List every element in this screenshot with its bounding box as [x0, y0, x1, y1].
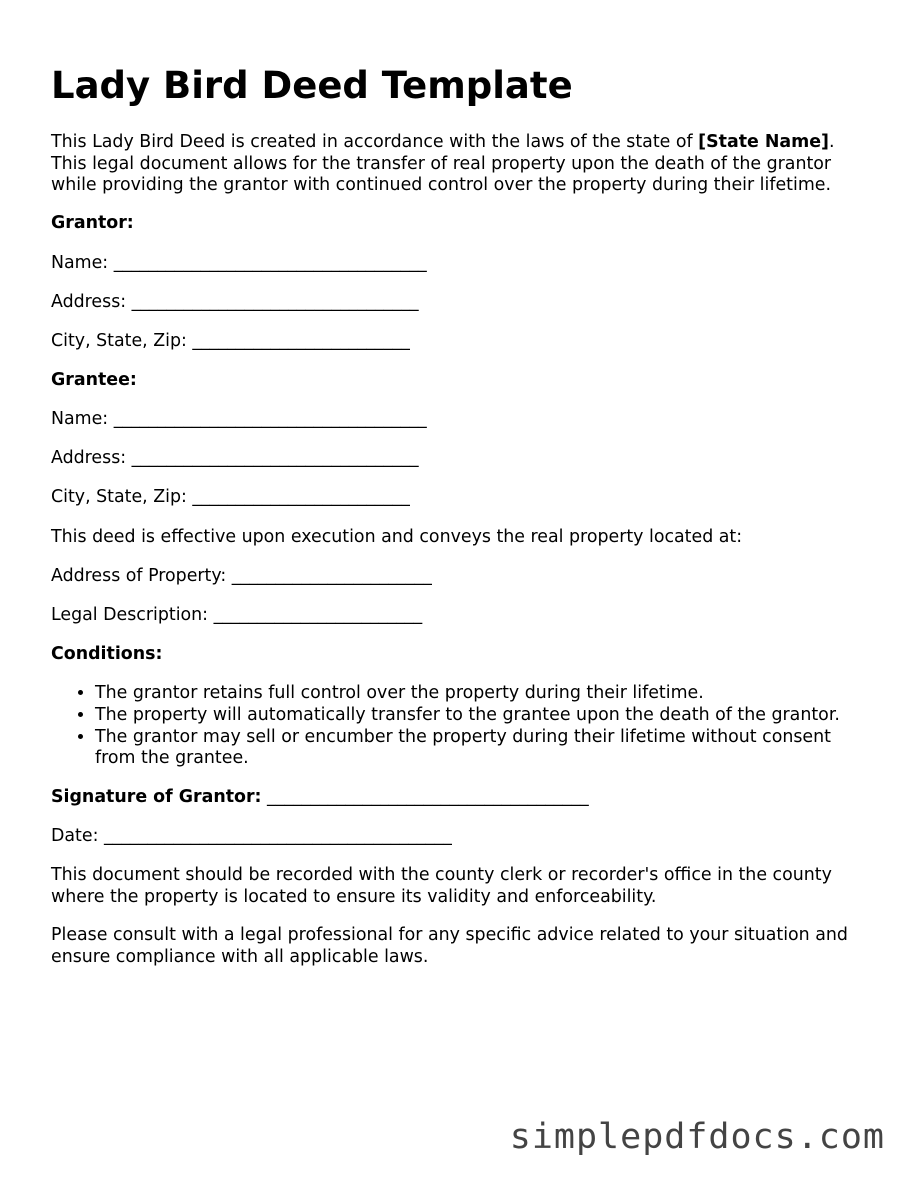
- condition-item: • The grantor may sell or encumber the property during their lifetime without consent from the grantee.: [95, 727, 871, 771]
- grantor-address-field: Address: _________________________________: [51, 292, 419, 312]
- conditions-list: [51, 683, 871, 770]
- grantee-address-field: Address: _________________________________: [51, 448, 419, 468]
- legal-description-field: Legal Description: ________________________: [51, 605, 423, 625]
- condition-item: • The grantor retains full control over the property during their lifetime.: [95, 683, 871, 705]
- property-statement: This deed is effective upon execution and conveys the real property located at:: [51, 527, 743, 547]
- conditions-heading: Conditions:: [51, 644, 163, 664]
- page-title: Lady Bird Deed Template: [51, 64, 573, 107]
- grantor-city-state-zip-field: City, State, Zip: _________________________: [51, 331, 410, 351]
- watermark-logo: simplepdfdocs.com: [509, 1117, 885, 1157]
- intro-text: This Lady Bird Deed is created in accordance with the laws of the state of: [51, 132, 699, 152]
- grantor-name-field: Name: ____________________________________: [51, 253, 427, 273]
- consult-note: Please consult with a legal professional for any specific advice related to your situation and ensure compliance with all applicable laws.: [51, 925, 848, 967]
- signature-label: Signature of Grantor:: [51, 787, 262, 807]
- property-address-field: Address of Property: _______________________: [51, 566, 432, 586]
- grantee-city-state-zip-field: City, State, Zip: _________________________: [51, 487, 410, 507]
- intro-text-continued: . This legal document allows for the transfer of real property upon the death of the grantor while providing the grantor with continued control over the property during their lifetime.: [51, 132, 835, 195]
- signature-line: [51, 787, 589, 809]
- grantee-name-field: Name: ____________________________________: [51, 409, 427, 429]
- recording-note: This document should be recorded with the county clerk or recorder's office in the county where the property is located to ensure its validity and enforceability.: [51, 865, 832, 907]
- grantee-heading: Grantee:: [51, 370, 137, 390]
- signature-blank: _____________________________________: [261, 787, 589, 807]
- intro-paragraph: [51, 132, 871, 197]
- date-field: Date: ________________________________________: [51, 826, 452, 846]
- state-name-placeholder: [State Name]: [698, 132, 830, 152]
- condition-item: • The property will automatically transfer to the grantee upon the death of the grantor.: [95, 705, 871, 727]
- grantor-heading: Grantor:: [51, 213, 134, 233]
